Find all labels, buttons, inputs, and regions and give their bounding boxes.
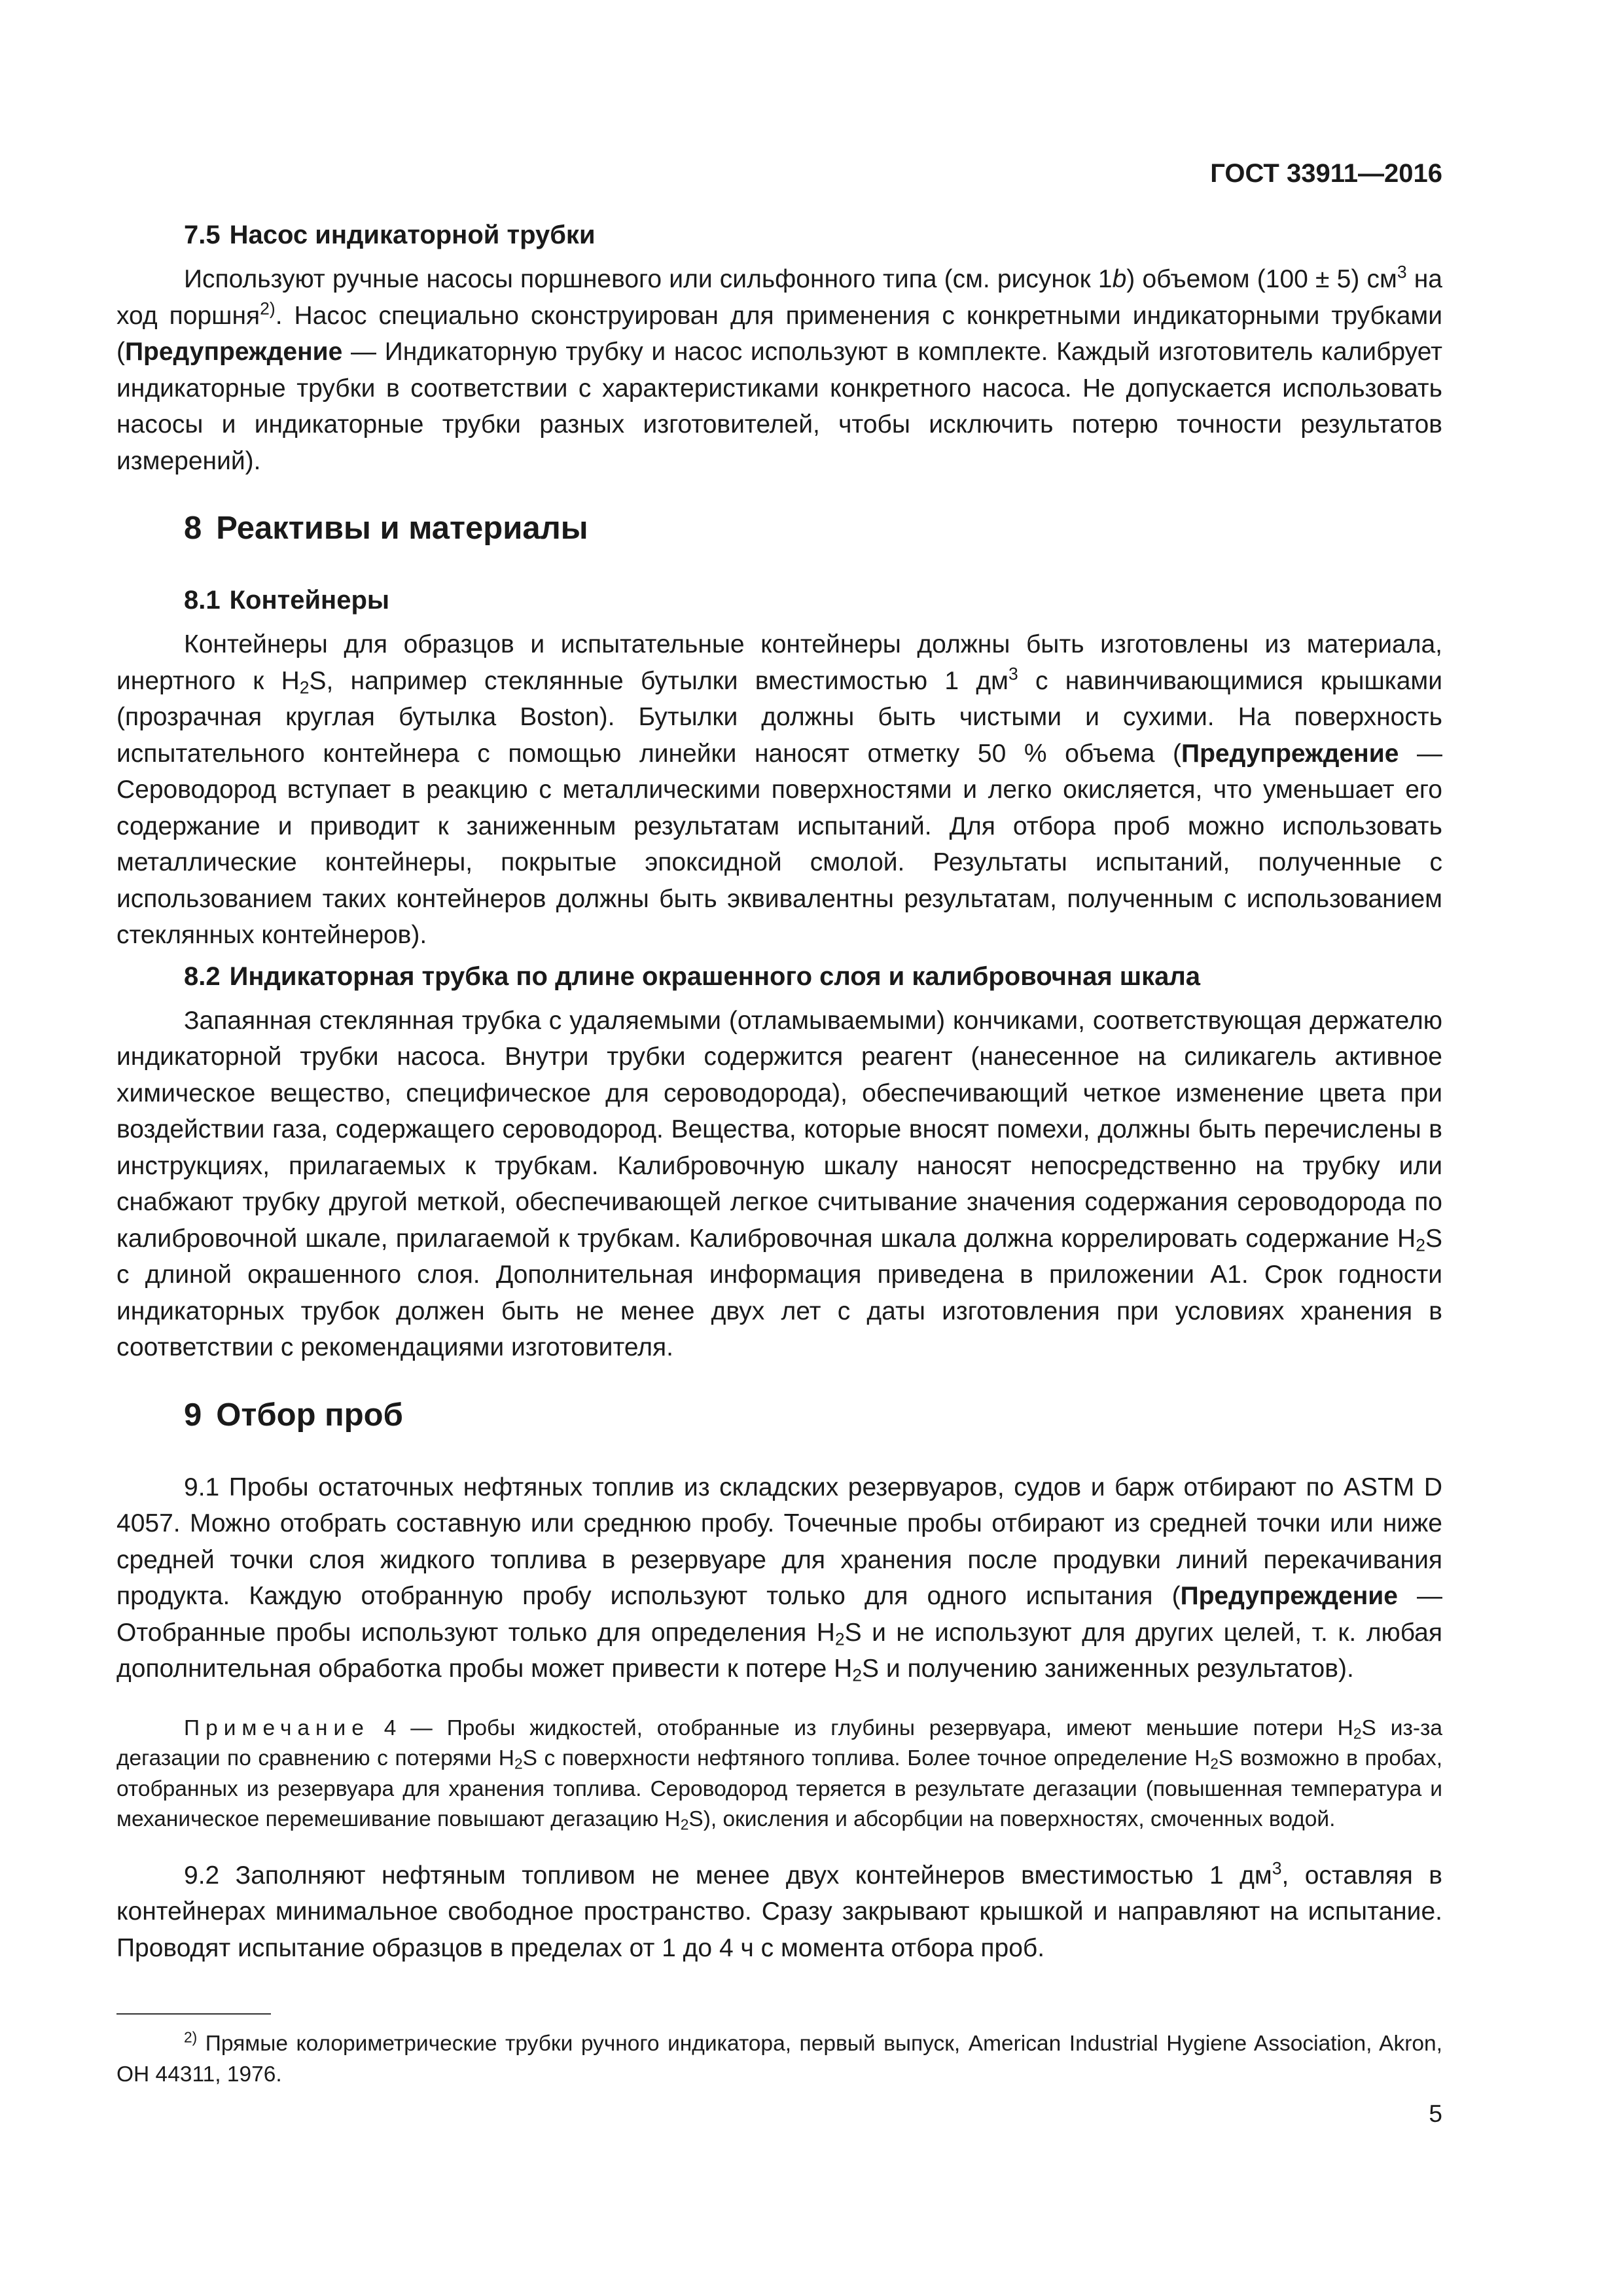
section-title: Насос индикаторной трубки — [229, 221, 596, 249]
section-number: 8.2 — [184, 961, 221, 991]
warning-label: Предупреждение — [1180, 1582, 1398, 1610]
section-8-heading — [116, 508, 1442, 548]
footnote-marker: 2) — [184, 2028, 198, 2046]
section-number: 8.1 — [184, 586, 221, 615]
section-number: 8 — [184, 511, 202, 546]
note-label: Примечание — [184, 1715, 370, 1740]
section-number: 9 — [184, 1397, 202, 1433]
page-number: 5 — [1429, 2100, 1442, 2127]
warning-label: Предупреждение — [125, 338, 343, 366]
footnote-reference[interactable]: 2) — [260, 298, 276, 318]
figure-ref: b — [1112, 265, 1127, 293]
section-title: Контейнеры — [229, 586, 390, 615]
section-8-1-heading — [116, 583, 1442, 619]
section-8-1-paragraph: Контейнеры для образцов и испытательные контейнеры должны быть изготовлены из материала, инертного к $H_2S$, например стеклянные бутылки вместимостью 1 $дм^3$ с навинчивающимися крышками (прозрачная круглая бутылка Boston). Бутылки должны быть чистыми и сухими. На поверхность испытательного контейнера с помощью линейки наносят отметку 50 % объема (Предупреждение — Сероводород вступает в реакцию с металлическими поверхностями и легко окисляется, что уменьшает его содержание и приводит к заниженным результатам испытаний. Для отбора проб можно использовать металлические контейнеры, покрытые эпоксидной смолой. Результаты испытаний, полученные с использованием таких контейнеров должны быть эквивалентны результатам, полученным с использованием стеклянных контейнеров). — [116, 630, 1442, 949]
clause-9-1-paragraph: 9.1 Пробы остаточных нефтяных топлив из складских резервуаров, судов и барж отбирают по ASTM D 4057. Можно отобрать составную или среднюю пробу. Точечные пробы отбирают из средней точки или ниже средней точки слоя жидкого топлива в резервуаре для хранения после продувки линий перекачивания продукта. Каждую отобранную пробу используют только для одного испытания (Предупреждение — Отобранные пробы используют только для определения $H_2S$ и не используют для других целей, т. к. любая дополнительная обработка пробы может привести к потере $H_2S$ и получению заниженных результатов). — [116, 1473, 1443, 1685]
footnote — [116, 2029, 1442, 2090]
warning-label: Предупреждение — [1181, 739, 1399, 768]
footnote-text: Прямые колориметрические трубки ручного индикатора, первый выпуск, American Industrial Hygiene Association, Akron, OH 44311, 1976. — [116, 2032, 1442, 2087]
section-title: Отбор проб — [216, 1397, 403, 1433]
standard-code: ГОСТ 33911—2016 — [1210, 159, 1442, 188]
section-7-5-heading — [116, 217, 1442, 253]
section-9-heading — [116, 1395, 1442, 1435]
section-title: Реактивы и материалы — [216, 511, 588, 546]
section-title: Индикаторная трубка по длине окрашенного слоя и калибровочная шкала — [229, 961, 1201, 991]
section-8-2-paragraph: Запаянная стеклянная трубка с удаляемыми (отламываемыми) кончиками, соответствующая держателю индикаторной трубки насоса. Внутри трубки содержится реагент (нанесенное на силикагель активное химическое вещество, специфическое для сероводорода), обеспечивающий четкое изменение цвета при воздействии газа, содержащего сероводород. Вещества, которые вносят помехи, должны быть перечислены в инструкциях, прилагаемых к трубкам. Калибровочную шкалу наносят непосредственно на трубку или снабжают трубку другой меткой, обеспечивающей легкое считывание значения содержания сероводорода по калибровочной шкале, прилагаемой к трубкам. Калибровочная шкала должна коррелировать содержание $H_2S$ с длиной окрашенного слоя. Дополнительная информация приведена в приложении A1. Срок годности индикаторных трубок должен быть не менее двух лет с даты изготовления при условиях хранения в соответствии с рекомендациями изготовителя. — [116, 1006, 1442, 1361]
section-number: 7.5 — [184, 221, 221, 249]
section-8-2-heading — [116, 959, 1442, 995]
note-4: Примечание 4 — Пробы жидкостей, отобранные из глубины резервуара, имеют меньшие потери $H_2S$ из-за дегазации по сравнению с потерями $H_2S$ с поверхности нефтяного топлива. Более точное определение $H_2S$ возможно в пробах, отобранных из резервуара для хранения топлива. Сероводород теряется в результате дегазации (повышенная температура и механическое перемешивание повышают дегазацию $H_2S$), окисления и абсорбции на поверхностях, смоченных водой. — [116, 1715, 1442, 1833]
footnote-divider — [116, 2013, 271, 2015]
clause-9-2-paragraph: 9.2 Заполняют нефтяным топливом не менее двух контейнеров вместимостью 1 $дм^3$, оставляя в контейнерах минимальное свободное пространство. Сразу закрывают крышкой и направляют на испытание. Проводят испытание образцов в пределах от 1 до 4 ч с момента отбора проб. — [116, 1857, 1442, 1962]
section-7-5-paragraph: Используют ручные насосы поршневого или сильфонного типа (см. рисунок 1b) объемом (100 ± 5) $см^3$ на ход поршня$^{2)}$. Насос специально сконструирован для применения с конкретными индикаторными трубками (Предупреждение — Индикаторную трубку и насос используют в комплекте. Каждый изготовитель калибрует индикаторные трубки в соответствии с характеристиками конкретного насоса. Не допускается использовать насосы и индикаторные трубки разных изготовителей, чтобы исключить потерю точности результатов измерений). — [116, 262, 1442, 475]
